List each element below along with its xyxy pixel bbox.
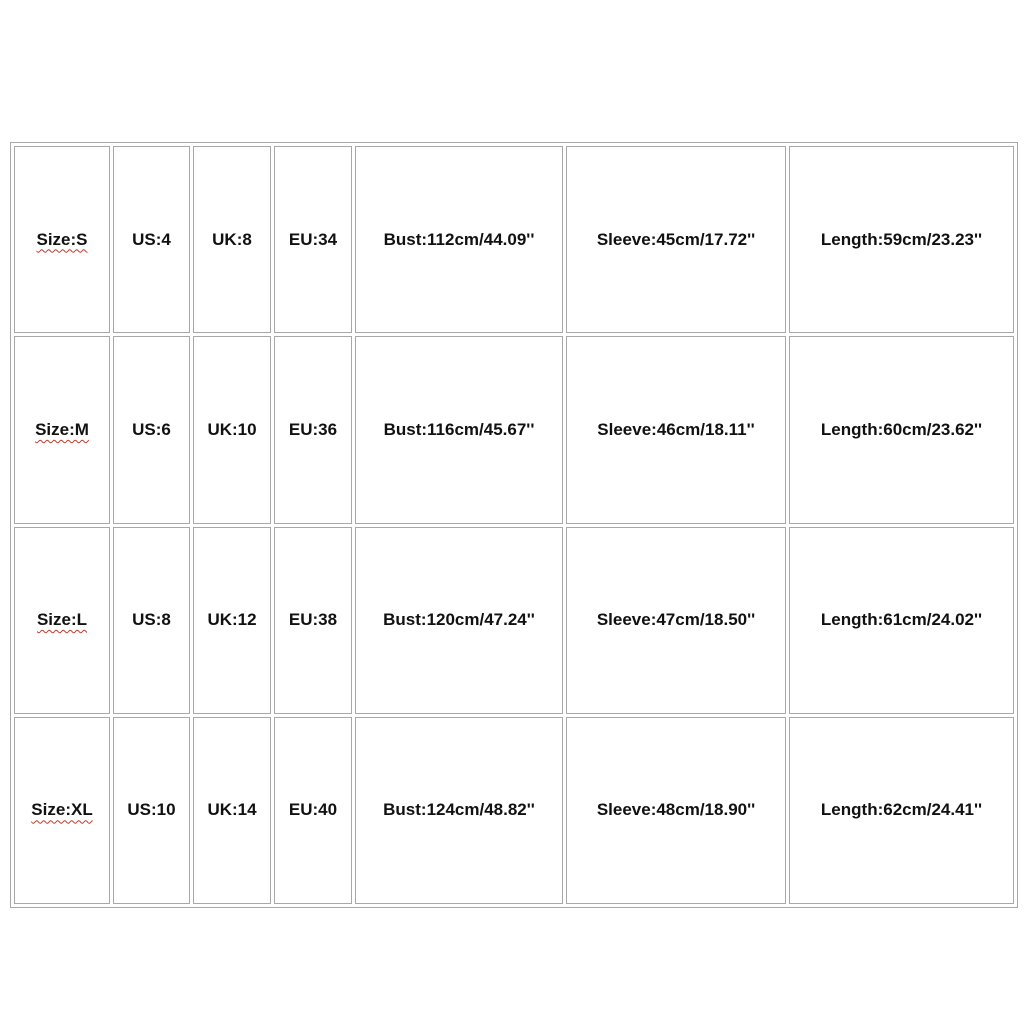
sleeve-cell: Sleeve:47cm/18.50'' bbox=[566, 527, 786, 714]
us-size-cell: US:6 bbox=[113, 336, 190, 523]
eu-size-cell: EU:36 bbox=[274, 336, 352, 523]
bust-cell: Bust:124cm/48.82'' bbox=[355, 717, 563, 904]
size-cell bbox=[14, 717, 110, 904]
length-cell: Length:62cm/24.41'' bbox=[789, 717, 1014, 904]
size-cell bbox=[14, 146, 110, 333]
table-row bbox=[14, 527, 1014, 714]
eu-size-cell: EU:40 bbox=[274, 717, 352, 904]
size-label: Size:L bbox=[36, 610, 88, 630]
table-row bbox=[14, 717, 1014, 904]
uk-size-cell: UK:8 bbox=[193, 146, 271, 333]
bust-cell: Bust:112cm/44.09'' bbox=[355, 146, 563, 333]
size-cell bbox=[14, 336, 110, 523]
size-cell bbox=[14, 527, 110, 714]
bust-cell: Bust:120cm/47.24'' bbox=[355, 527, 563, 714]
sleeve-cell: Sleeve:48cm/18.90'' bbox=[566, 717, 786, 904]
uk-size-cell: UK:12 bbox=[193, 527, 271, 714]
sleeve-cell: Sleeve:45cm/17.72'' bbox=[566, 146, 786, 333]
uk-size-cell: UK:14 bbox=[193, 717, 271, 904]
length-cell: Length:60cm/23.62'' bbox=[789, 336, 1014, 523]
table-row bbox=[14, 336, 1014, 523]
eu-size-cell: EU:34 bbox=[274, 146, 352, 333]
uk-size-cell: UK:10 bbox=[193, 336, 271, 523]
us-size-cell: US:8 bbox=[113, 527, 190, 714]
size-chart-table bbox=[10, 142, 1018, 908]
size-label: Size:XL bbox=[31, 800, 93, 820]
size-label: Size:S bbox=[36, 229, 88, 249]
sleeve-cell: Sleeve:46cm/18.11'' bbox=[566, 336, 786, 523]
table-row bbox=[14, 146, 1014, 333]
us-size-cell: US:4 bbox=[113, 146, 190, 333]
size-label: Size:M bbox=[35, 419, 89, 439]
length-cell: Length:61cm/24.02'' bbox=[789, 527, 1014, 714]
length-cell: Length:59cm/23.23'' bbox=[789, 146, 1014, 333]
bust-cell: Bust:116cm/45.67'' bbox=[355, 336, 563, 523]
us-size-cell: US:10 bbox=[113, 717, 190, 904]
eu-size-cell: EU:38 bbox=[274, 527, 352, 714]
